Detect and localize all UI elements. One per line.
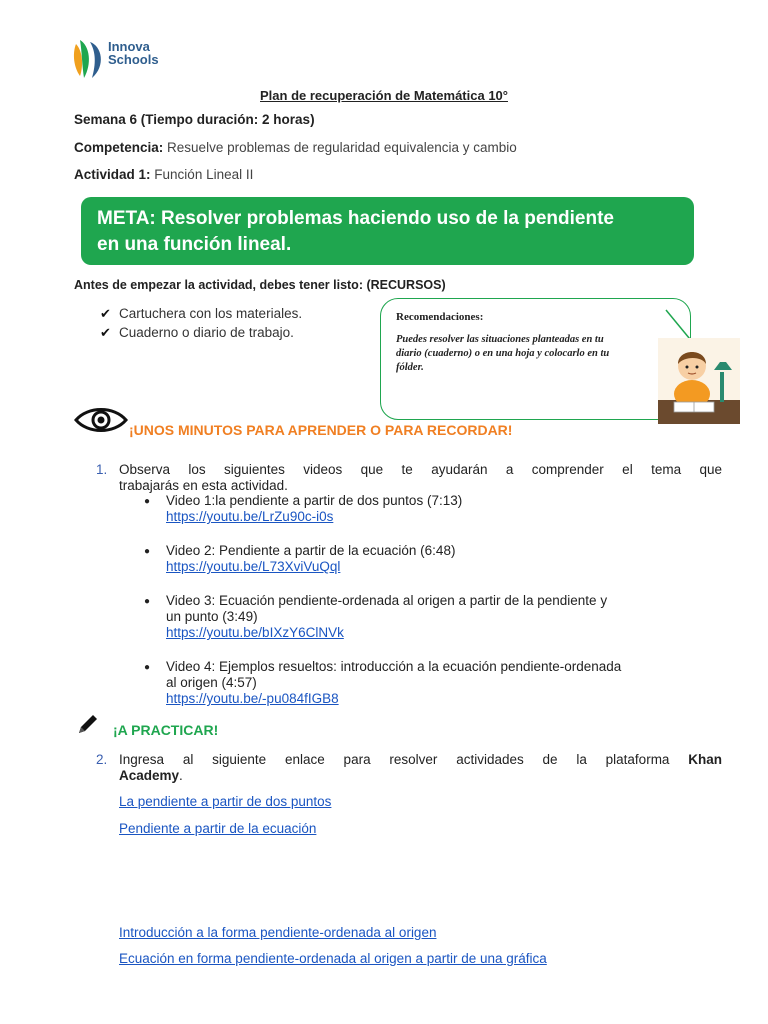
logo-line1: Innova xyxy=(108,39,150,54)
item-number: 2. xyxy=(96,752,108,767)
recurso-item: Cartuchera con los materiales. xyxy=(119,306,303,321)
item-number: 1. xyxy=(96,462,108,477)
intro-line xyxy=(119,752,722,768)
recordar-intro xyxy=(119,462,722,494)
khan-text: Khan xyxy=(688,752,722,767)
video-title: Video 4: Ejemplos resueltos: introducción a la ecuación pendiente-ordenada xyxy=(166,659,622,674)
recordar-heading: ¡UNOS MINUTOS PARA APRENDER O PARA RECORDAR! xyxy=(129,422,513,438)
logo-line2: Schools xyxy=(108,52,159,67)
bullet-icon: ● xyxy=(144,596,151,607)
competencia-value: Resuelve problemas de regularidad equivalencia y cambio xyxy=(167,140,517,155)
video-title: Video 1:la pendiente a partir de dos puntos (7:13) xyxy=(166,493,463,508)
video-item xyxy=(166,659,726,707)
bullet-icon: ● xyxy=(144,662,151,673)
intro-line xyxy=(119,768,722,784)
student-studying-illustration xyxy=(658,338,740,424)
competencia-line xyxy=(74,140,517,155)
semana-line xyxy=(74,112,315,127)
logo-text xyxy=(108,40,159,66)
reco-line: fólder. xyxy=(396,362,424,373)
video-item xyxy=(166,493,462,525)
video-link[interactable]: https://youtu.be/-pu084fIGB8 xyxy=(166,691,339,706)
bullet-icon: ● xyxy=(144,546,151,557)
recomendaciones-title: Recomendaciones: xyxy=(396,311,484,323)
check-icon: ✔ xyxy=(100,325,111,340)
video-item xyxy=(166,543,455,575)
actividad-line xyxy=(74,167,253,182)
khan-link-intro-forma[interactable]: Introducción a la forma pendiente-ordenada al origen xyxy=(119,925,437,940)
eye-icon xyxy=(74,404,128,436)
video-title-cont: un punto (3:49) xyxy=(166,609,258,624)
actividad-label: Actividad 1: xyxy=(74,167,151,182)
recursos-heading xyxy=(74,278,446,292)
recurso-item: Cuaderno o diario de trabajo. xyxy=(119,325,294,340)
pencil-icon xyxy=(76,712,100,736)
video-item xyxy=(166,593,726,641)
semana-text: Semana 6 (Tiempo duración: 2 horas) xyxy=(74,112,315,127)
academy-text: Academy xyxy=(119,768,180,783)
practicar-intro xyxy=(119,752,722,784)
meta-line2: en una función lineal. xyxy=(97,234,292,255)
meta-text xyxy=(97,206,687,258)
competencia-label: Competencia: xyxy=(74,140,164,155)
intro-line: Observa los siguientes videos que te ayudarán a comprender el tema que xyxy=(119,462,722,477)
video-title: Video 2: Pendiente a partir de la ecuación (6:48) xyxy=(166,543,456,558)
video-link[interactable]: https://youtu.be/L73XviVuQql xyxy=(166,559,341,574)
reco-line: diario (cuaderno) o en una hoja y colocarlo en tu xyxy=(396,348,610,359)
video-link[interactable]: https://youtu.be/LrZu90c-i0s xyxy=(166,509,334,524)
practicar-heading: ¡A PRACTICAR! xyxy=(113,722,219,738)
meta-line1: META: Resolver problemas haciendo uso de la pendiente xyxy=(97,208,614,229)
video-title-cont: al origen (4:57) xyxy=(166,675,257,690)
intro-line: trabajarás en esta actividad. xyxy=(119,478,288,493)
reco-line: Puedes resolver las situaciones planteadas en tu xyxy=(396,334,604,345)
video-link[interactable]: https://youtu.be/bIXzY6ClNVk xyxy=(166,625,344,640)
khan-link-pendiente-ecuacion[interactable]: Pendiente a partir de la ecuación xyxy=(119,821,317,836)
intro-text: Ingresa al siguiente enlace para resolver actividades de la plataforma xyxy=(119,752,689,767)
recursos-tag: (RECURSOS) xyxy=(366,278,446,292)
check-icon: ✔ xyxy=(100,306,111,321)
bullet-icon: ● xyxy=(144,496,151,507)
intro-end: . xyxy=(179,768,183,783)
khan-link-ecuacion-grafica[interactable]: Ecuación en forma pendiente-ordenada al origen a partir de una gráfica xyxy=(119,951,547,966)
video-title: Video 3: Ecuación pendiente-ordenada al origen a partir de la pendiente y xyxy=(166,593,608,608)
document-title: Plan de recuperación de Matemática 10° xyxy=(260,88,508,103)
actividad-value: Función Lineal II xyxy=(154,167,254,182)
khan-link-pendiente-dos-puntos[interactable]: La pendiente a partir de dos puntos xyxy=(119,794,332,809)
recursos-label: Antes de empezar la actividad, debes tener listo: xyxy=(74,278,363,292)
recomendaciones-body xyxy=(396,333,668,375)
